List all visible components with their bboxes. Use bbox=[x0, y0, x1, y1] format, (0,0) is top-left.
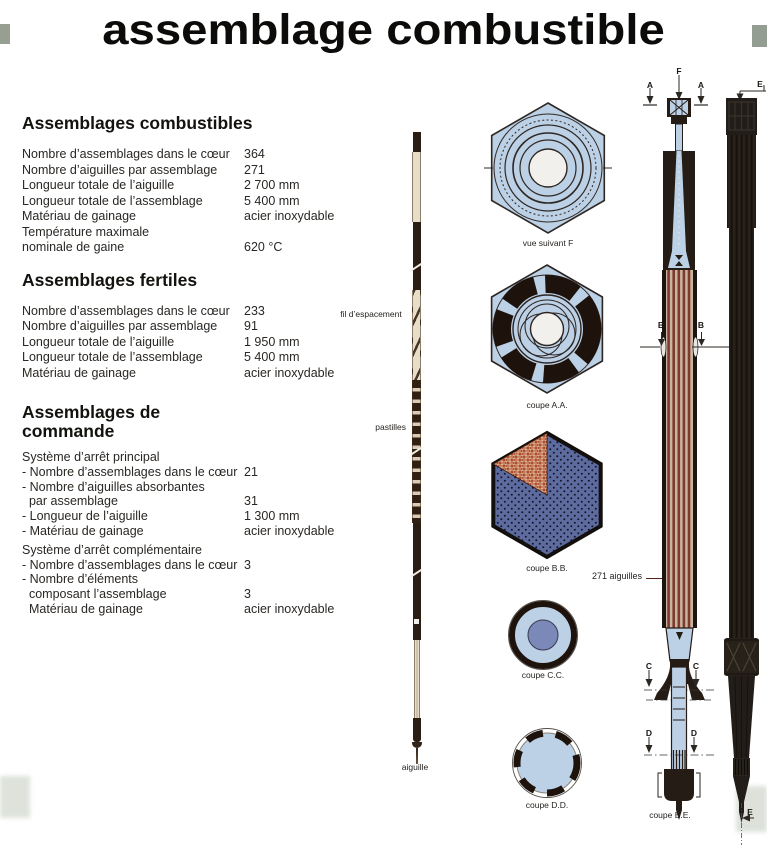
spec-value: acier inoxydable bbox=[244, 601, 335, 616]
spec-value: acier inoxydable bbox=[244, 523, 335, 538]
spec-value: 1 950 mm bbox=[244, 334, 300, 349]
spec-row bbox=[22, 602, 352, 617]
spec-value: 31 bbox=[244, 494, 258, 509]
spec-row bbox=[22, 194, 352, 210]
section-assemblages-fertiles bbox=[22, 271, 352, 382]
spec-label: - Matériau de gainage bbox=[22, 523, 144, 538]
bleed-through-text bbox=[520, 83, 655, 96]
spacer-wire-label: fil d’espacement bbox=[340, 309, 402, 319]
cross-section-caption: coupe E.E. bbox=[649, 810, 691, 820]
marker-a-right: A bbox=[697, 80, 705, 90]
needle-segment bbox=[413, 718, 421, 742]
cross-section-caption: coupe B.B. bbox=[526, 563, 568, 573]
section-assemblages-de-commande bbox=[22, 403, 352, 617]
spec-row bbox=[22, 209, 352, 225]
cross-section-caption: coupe A.A. bbox=[526, 400, 568, 410]
spec-value: acier inoxydable bbox=[244, 365, 335, 380]
fuel-assembly-external-diagram bbox=[716, 58, 767, 848]
spec-value: 364 bbox=[244, 147, 265, 161]
cross-section-coupe-bb bbox=[482, 430, 612, 560]
cross-section-caption: vue suivant F bbox=[522, 238, 574, 248]
spec-row bbox=[22, 572, 352, 587]
spec-value: 2 700 mm bbox=[244, 178, 300, 192]
needle-label: aiguille bbox=[401, 762, 429, 772]
spec-row bbox=[22, 509, 352, 524]
marker-e-top: E bbox=[757, 79, 763, 89]
spec-label: - Nombre d’aiguilles absorbantes bbox=[22, 479, 205, 494]
cross-section-coupe-cc bbox=[507, 599, 579, 671]
spec-label: - Longueur de l’aiguille bbox=[22, 509, 148, 524]
marker-c-right: C bbox=[692, 661, 700, 671]
cross-section-vue-suivant-f bbox=[480, 100, 616, 236]
spec-label: Matériau de gainage bbox=[22, 365, 136, 380]
spec-row bbox=[22, 335, 352, 351]
spec-label: Longueur totale de l’assemblage bbox=[22, 350, 203, 364]
page-title: assemblage combustible bbox=[102, 6, 665, 54]
spec-label: nominale de gaine bbox=[22, 240, 125, 254]
spec-value: 1 300 mm bbox=[244, 509, 300, 524]
cross-section-coupe-dd bbox=[509, 725, 585, 801]
marker-d-left: D bbox=[645, 728, 653, 738]
spec-row bbox=[22, 524, 352, 539]
spec-value: 620 °C bbox=[244, 240, 283, 254]
spec-value: 5 400 mm bbox=[244, 193, 300, 208]
spec-subheading bbox=[22, 450, 352, 465]
spec-label: - Nombre d’assemblages dans le cœur bbox=[22, 464, 238, 479]
marker-f: F bbox=[676, 66, 682, 76]
needle-notch bbox=[414, 619, 419, 624]
spec-row bbox=[22, 480, 352, 495]
needle-segment bbox=[413, 132, 421, 152]
needle-diagram bbox=[409, 132, 425, 772]
spec-value: 3 bbox=[244, 587, 251, 602]
marker-b-right: B bbox=[697, 320, 705, 330]
spec-row bbox=[22, 240, 352, 256]
spec-subheading bbox=[22, 543, 352, 558]
cross-section-coupe-aa bbox=[480, 262, 614, 396]
cross-section-caption: coupe D.D. bbox=[525, 800, 569, 810]
needles-count-annotation: 271 aiguilles bbox=[592, 571, 643, 581]
spec-row bbox=[22, 304, 352, 320]
spec-label: Matériau de gainage bbox=[22, 601, 143, 616]
spec-row bbox=[22, 178, 352, 194]
section-heading: Assemblages fertiles bbox=[22, 269, 198, 290]
spec-row bbox=[22, 465, 352, 480]
needle-segment bbox=[414, 640, 420, 718]
spec-value: 3 bbox=[244, 557, 251, 572]
spec-label: Matériau de gainage bbox=[22, 209, 136, 223]
spec-label: Nombre d’aiguilles par assemblage bbox=[22, 162, 218, 177]
spec-label: Longueur totale de l’aiguille bbox=[22, 178, 175, 192]
spec-label: Nombre d’assemblages dans le cœur bbox=[22, 303, 230, 318]
marker-c-left: C bbox=[645, 661, 653, 671]
spacer-wire-segment bbox=[412, 290, 421, 380]
spec-row bbox=[22, 147, 352, 163]
spec-label: Longueur totale de l’aiguille bbox=[22, 334, 175, 349]
spec-row bbox=[22, 366, 352, 382]
spec-label: composant l’assemblage bbox=[22, 587, 167, 602]
section-assemblages-combustibles bbox=[22, 114, 352, 256]
spec-row bbox=[22, 494, 352, 509]
section-heading: Assemblages de commande bbox=[22, 402, 161, 441]
spec-label: Système d’arrêt complémentaire bbox=[22, 542, 202, 557]
spec-label: Nombre d’assemblages dans le cœur bbox=[22, 147, 230, 161]
needle-segment bbox=[413, 222, 421, 290]
marker-e-bottom: E bbox=[747, 807, 753, 817]
pellets-label: pastilles bbox=[375, 422, 406, 432]
spec-value: 5 400 mm bbox=[244, 350, 300, 364]
spec-label: Température maximale bbox=[22, 224, 150, 239]
marker-b-left: B bbox=[657, 320, 665, 330]
bleed-through-block bbox=[0, 776, 30, 818]
spec-label: par assemblage bbox=[22, 494, 118, 509]
needle-segment bbox=[412, 152, 421, 222]
spec-value: 91 bbox=[244, 319, 258, 333]
spec-value: acier inoxydable bbox=[244, 209, 335, 223]
spec-row bbox=[22, 558, 352, 573]
marker-d-right: D bbox=[690, 728, 698, 738]
cross-section-caption: coupe C.C. bbox=[521, 670, 565, 680]
section-heading: Assemblages combustibles bbox=[22, 113, 253, 133]
spec-label: - Nombre d’assemblages dans le cœur bbox=[22, 557, 238, 572]
spec-value: 271 bbox=[244, 162, 265, 177]
spec-row bbox=[22, 587, 352, 602]
spec-label: Longueur totale de l’assemblage bbox=[22, 193, 203, 208]
spec-label: - Nombre d’éléments bbox=[22, 572, 139, 587]
spec-label: Système d’arrêt principal bbox=[22, 450, 160, 464]
spec-value: 233 bbox=[244, 303, 265, 318]
spec-label: Nombre d’aiguilles par assemblage bbox=[22, 319, 218, 333]
spec-value: 21 bbox=[244, 464, 258, 479]
spec-row bbox=[22, 319, 352, 335]
spec-row bbox=[22, 163, 352, 179]
marker-a-left: A bbox=[646, 80, 654, 90]
spec-row bbox=[22, 350, 352, 366]
spec-row bbox=[22, 225, 352, 241]
specs-column bbox=[22, 114, 352, 617]
